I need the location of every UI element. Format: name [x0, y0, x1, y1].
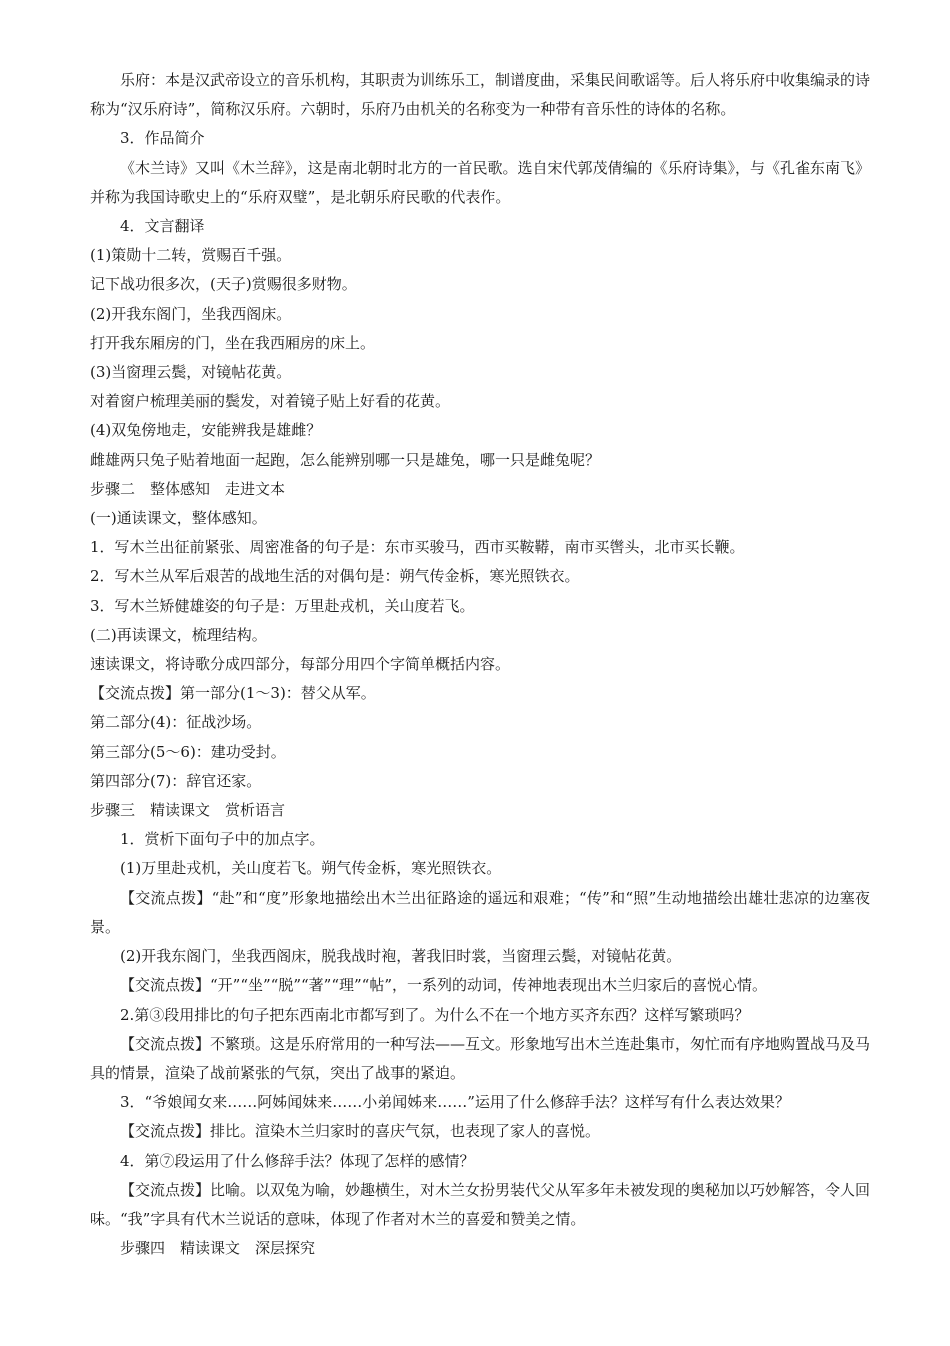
list-item-1: 1．写木兰出征前紧张、周密准备的句子是：东市买骏马，西市买鞍鞯，南市买辔头，北市买长鞭。	[90, 538, 745, 557]
question-3: 3．“爷娘闻女来……阿姊闻妹来……小弟闻姊来……”运用了什么修辞手法？这样写有什么表达效果？	[120, 1093, 790, 1112]
question-4: 4．第⑦段运用了什么修辞手法？体现了怎样的感情？	[120, 1151, 475, 1170]
heading-work-intro: 3．作品简介	[120, 129, 205, 148]
document-body	[90, 66, 870, 1263]
step-3-heading: 步骤三 精读课文 赏析语言	[90, 801, 286, 820]
translation-source-1: (1)策勋十二转，赏赐百千强。	[90, 246, 292, 265]
list-item-3: 3．写木兰矫健雄姿的句子是：万里赴戎机，关山度若飞。	[90, 596, 475, 615]
subheading-first-reading: (一)通读课文，整体感知。	[90, 509, 267, 528]
answer-1-2: 【交流点拨】“开”“坐”“脱”“著”“理”“帖”，一系列的动词，传神地表现出木兰归家后的喜悦心情。	[120, 976, 768, 995]
translation-target-2: 打开我东厢房的门，坐在我西厢房的床上。	[90, 333, 376, 352]
structure-part-1: 【交流点拨】第一部分(1～3)：替父从军。	[90, 684, 376, 703]
heading-translation: 4．文言翻译	[120, 217, 205, 236]
question-1-sentence-2: (2)开我东阁门，坐我西阁床，脱我战时袍，著我旧时裳，当窗理云鬓，对镜帖花黄。	[120, 947, 682, 966]
structure-part-4: 第四部分(7)：辞官还家。	[90, 771, 262, 790]
answer-2: 【交流点拨】不繁琐。这是乐府常用的一种写法——互文。形象地写出木兰连赴集市，匆忙而有序地购置战马及马具的情景，渲染了战前紧张的气氛，突出了战事的紧迫。	[90, 1034, 871, 1082]
question-2: 2.第③段用排比的句子把东西南北市都写到了。为什么不在一个地方买齐东西？这样写繁琐吗？	[120, 1005, 750, 1024]
translation-target-1: 记下战功很多次，(天子)赏赐很多财物。	[90, 275, 357, 294]
translation-source-4: (4)双兔傍地走，安能辨我是雄雌？	[90, 421, 322, 440]
answer-1-1: 【交流点拨】“赴”和“度”形象地描绘出木兰出征路途的遥远和艰难；“传”和“照”生动地描绘出雄壮悲凉的边塞夜景。	[90, 888, 870, 936]
step-2-heading: 步骤二 整体感知 走进文本	[90, 479, 286, 498]
structure-instruction: 速读课文，将诗歌分成四部分，每部分用四个字简单概括内容。	[90, 655, 511, 674]
paragraph-work-intro: 《木兰诗》又叫《木兰辞》，这是南北朝时北方的一首民歌。选自宋代郭茂倩编的《乐府诗集》，与《孔雀东南飞》并称为我国诗歌史上的“乐府双璧”，是北朝乐府民歌的代表作。	[90, 158, 871, 206]
answer-4: 【交流点拨】比喻。以双兔为喻，妙趣横生，对木兰女扮男装代父从军多年未被发现的奥秘加以巧妙解答，令人回味。“我”字具有代木兰说话的意味，体现了作者对木兰的喜爱和赞美之情。	[90, 1180, 871, 1228]
translation-target-4: 雌雄两只兔子贴着地面一起跑，怎么能辨别哪一只是雄兔，哪一只是雌兔呢？	[90, 450, 601, 469]
translation-source-3: (3)当窗理云鬓，对镜帖花黄。	[90, 363, 292, 382]
translation-source-2: (2)开我东阁门，坐我西阁床。	[90, 304, 292, 323]
answer-3: 【交流点拨】排比。渲染木兰归家时的喜庆气氛，也表现了家人的喜悦。	[120, 1122, 601, 1141]
question-1: 1．赏析下面句子中的加点字。	[120, 830, 325, 849]
structure-part-3: 第三部分(5～6)：建功受封。	[90, 742, 286, 761]
list-item-2: 2．写木兰从军后艰苦的战地生活的对偶句是：朔气传金柝，寒光照铁衣。	[90, 567, 580, 586]
subheading-second-reading: (二)再读课文，梳理结构。	[90, 625, 267, 644]
question-1-sentence-1: (1)万里赴戎机，关山度若飞。朔气传金柝，寒光照铁衣。	[120, 859, 502, 878]
translation-target-3: 对着窗户梳理美丽的鬓发，对着镜子贴上好看的花黄。	[90, 392, 451, 411]
structure-part-2: 第二部分(4)：征战沙场。	[90, 713, 262, 732]
step-4-heading: 步骤四 精读课文 深层探究	[120, 1239, 316, 1258]
paragraph-yuefu-definition: 乐府：本是汉武帝设立的音乐机构，其职责为训练乐工，制谱度曲，采集民间歌谣等。后人将乐府中收集编录的诗称为“汉乐府诗”，简称汉乐府。六朝时，乐府乃由机关的名称变为一种带有音乐性的诗体的名称。	[90, 71, 871, 119]
